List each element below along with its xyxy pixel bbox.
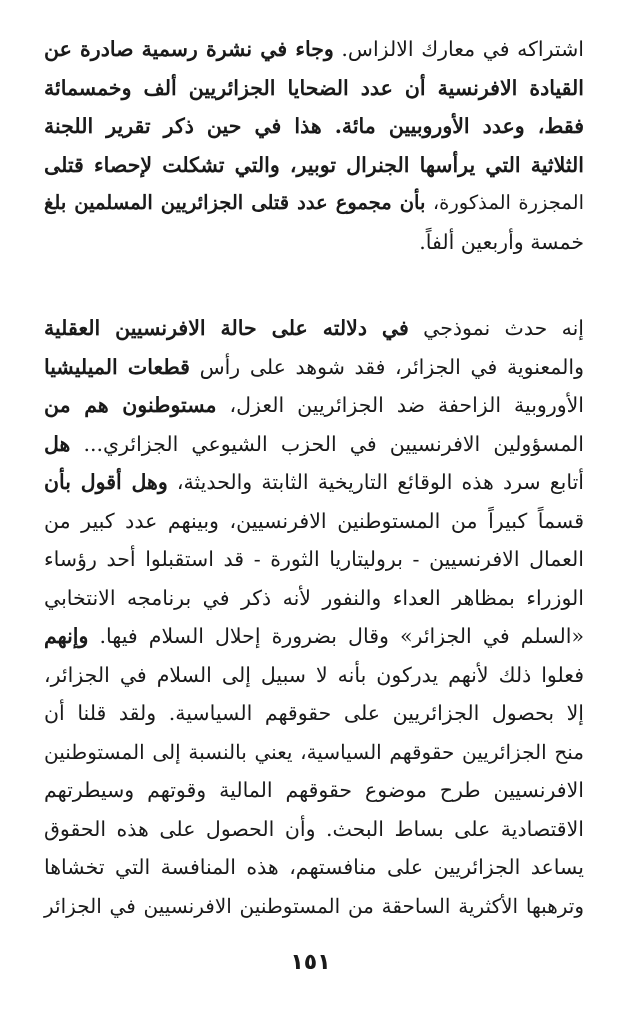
bold-text-run: فقط، وعدد الأوروبيين مائة. هذا في حين ذكر تقرير اللجنة — [44, 114, 584, 138]
text-run: أتابع سرد هذه الوقائع التاريخية الثابتة والحديثة، — [167, 470, 585, 494]
paragraph-gap — [44, 261, 584, 309]
text-run: المسؤولين الافرنسيين في الحزب الشيوعي الجزائري... — [70, 431, 584, 456]
bold-text-run: هل — [44, 431, 71, 456]
bold-text-run: وإنهم — [44, 624, 89, 648]
text-line — [44, 887, 584, 926]
text-line — [44, 107, 584, 146]
text-run: قسماً كبيراً من المستوطنين الافرنسيين، وبينهم عدد كبير من — [44, 508, 584, 533]
text-run: فعلوا ذلك لأنهم يدركون بأنه لا سبيل إلى السلام في الجزائر، — [44, 662, 584, 687]
bold-text-run: في دلالته على حالة الافرنسيين العقلية — [44, 316, 409, 340]
book-page — [44, 30, 584, 925]
text-run: الوزراء بمظاهر العداء والنفور لأنه ذكر في برنامجه الانتخابي — [44, 585, 584, 610]
text-line — [44, 656, 584, 695]
text-run: منح الجزائريين حقوقهم السياسية، يعني بالنسبة إلى المستوطنين — [44, 739, 584, 764]
text-run: وترهبها الأكثرية الساحقة من المستوطنين الافرنسيين في الجزائر — [44, 893, 584, 918]
text-run: خمسة وأربعين ألفاً. — [419, 229, 584, 254]
page-number: ١٥١ — [290, 950, 331, 975]
text-line — [44, 540, 584, 579]
text-line — [44, 69, 584, 108]
text-line — [44, 694, 584, 733]
text-run: الافرنسيين طرح موضوع حقوقهم المالية وقوتهم وسيطرتهم — [44, 778, 584, 802]
text-run: اشتراكه في معارك الالزاس. — [333, 37, 584, 61]
text-line — [44, 309, 584, 348]
text-line — [44, 771, 584, 810]
bold-text-run: وهل أقول بأن — [44, 470, 168, 494]
bold-text-run: بأن مجموع عدد قتلى الجزائريين المسلمين بلغ — [44, 191, 426, 214]
text-line — [44, 30, 584, 69]
bold-text-run: القيادة الافرنسية أن عدد الضحايا الجزائريين ألف وخمسمائة — [44, 75, 584, 100]
text-line — [44, 502, 584, 541]
text-line — [44, 425, 584, 464]
text-line — [44, 223, 584, 262]
text-line — [44, 733, 584, 772]
text-line — [44, 184, 584, 223]
text-line — [44, 579, 584, 618]
bold-text-run: قطعات الميليشيا — [44, 354, 190, 379]
bold-text-run: الثلاثية التي يرأسها الجنرال توبير، والتي تشكلت لإحصاء قتلى — [44, 152, 584, 177]
text-line — [44, 386, 584, 425]
text-run: إنه حدث نموذجي — [408, 316, 584, 340]
text-line — [44, 848, 584, 887]
text-run: الاقتصادية على بساط البحث. وأن الحصول على هذه الحقوق — [44, 816, 584, 841]
text-line — [44, 617, 584, 656]
paragraph-1 — [44, 30, 584, 261]
paragraph-2 — [44, 309, 584, 925]
text-line — [44, 348, 584, 387]
text-line — [44, 810, 584, 849]
text-run: يساعد الجزائريين على منافستهم، هذه المنافسة التي تخشاها — [44, 855, 584, 879]
bold-text-run: مستوطنون هم من — [44, 393, 217, 417]
text-run: إلا بحصول الجزائريين على حقوقهم السياسية. ولقد قلنا أن — [44, 701, 584, 725]
text-line — [44, 146, 584, 185]
text-line — [44, 463, 584, 502]
bold-text-run: وجاء في نشرة رسمية صادرة عن — [44, 37, 334, 61]
text-run: الأوروبية الزاحفة ضد الجزائريين العزل، — [216, 393, 585, 417]
text-run: «السلم في الجزائر» وقال بضرورة إحلال السلام فيها. — [88, 624, 584, 648]
text-run: العمال الافرنسيين - بروليتاريا الثورة - قد استقبلوا أحد رؤساء — [44, 547, 584, 571]
text-run: المجزرة المذكورة، — [425, 191, 584, 214]
text-run: والمعنوية في الجزائر، فقد شوهد على رأس — [189, 354, 585, 379]
